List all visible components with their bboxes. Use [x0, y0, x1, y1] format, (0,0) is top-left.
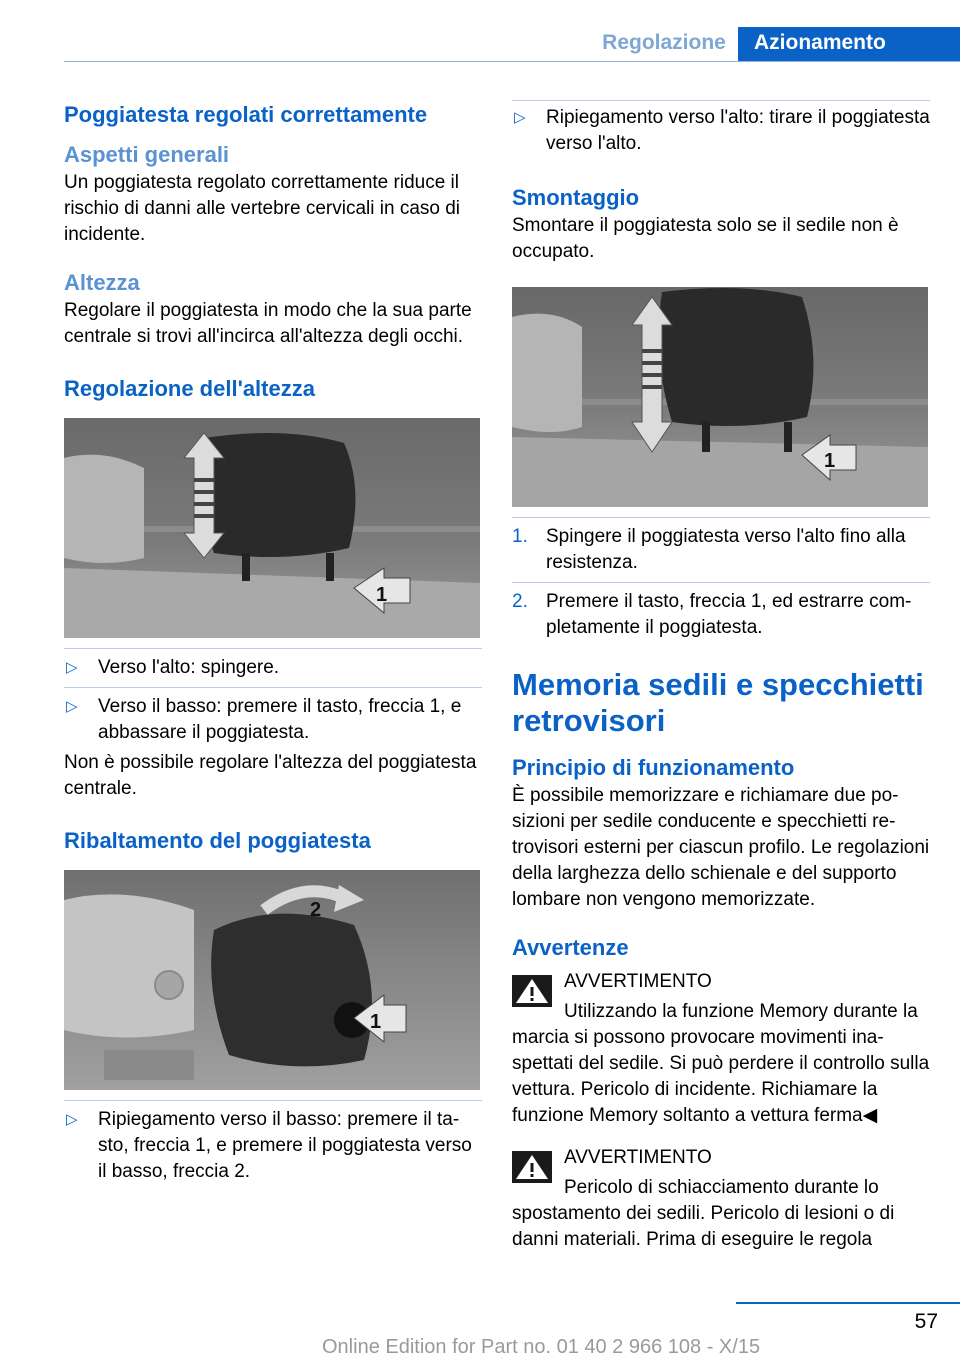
figure-label-2: 2 [310, 899, 322, 921]
triangle-bullet-icon: ▷ [514, 109, 526, 126]
warning-title: AVVERTIMENTO [564, 971, 712, 992]
header-rule [64, 61, 960, 62]
heading-avvertenze: Avvertenze [512, 935, 629, 960]
heading-regolazione-altezza: Regolazione dell'altezza [64, 376, 315, 401]
warning-title: AVVERTIMENTO [564, 1147, 712, 1168]
headrest-height-image [64, 418, 480, 638]
triangle-bullet-icon: ▷ [66, 698, 78, 715]
figure-label-1: 1 [370, 1011, 382, 1033]
warning-block [512, 1145, 930, 1175]
headrest-fold-image [64, 870, 480, 1090]
triangle-bullet-icon: ▷ [66, 659, 78, 676]
heading-altezza: Altezza [64, 270, 140, 295]
heading-memoria: Memoria sedili e specchietti retrovisori [512, 667, 924, 738]
figure-label-1: 1 [824, 450, 836, 472]
headrest-removal-illustration [512, 287, 928, 507]
paragraph-principio: È possibile memorizzare e richiamare due posizioni per sedile conducente e specchietti retrovisori esterni per ciascun profilo. Le regolazioni della larghezza dello schienale e del supporto lombare non vengono memorizzate. [512, 785, 930, 910]
right-column [512, 100, 930, 1253]
edition-text: Online Edition for Part no. 01 40 2 966 108 - X/15 [322, 1336, 761, 1358]
warning-icon [512, 975, 552, 1007]
heading-principio: Principio di funzionamento [512, 755, 795, 780]
heading-poggiatesta: Poggiatesta regolati correttamente [64, 102, 428, 127]
paragraph-generali: Un poggiatesta regolato correttamente riduce il rischio di danni alle vertebre cervicali in caso di incidente. [64, 172, 461, 245]
heading-aspetti-generali: Aspetti generali [64, 142, 230, 167]
list-item: ▷ Ripiegamento verso il basso: premere il tasto, freccia 1, e premere il poggiatesta verso il basso, freccia 2. [66, 1109, 472, 1182]
tab-regolazione[interactable]: Regolazione [602, 31, 726, 54]
paragraph-altezza: Regolare il poggiatesta in modo che la sua parte centrale si trovi all'incirca all'altezza degli occhi. [64, 300, 472, 347]
tab-azionamento[interactable]: Azionamento [738, 27, 960, 61]
list-item: ▷ Ripiegamento verso l'alto: tirare il poggiatesta verso l'alto. [514, 107, 930, 154]
paragraph-smontaggio: Smontare il poggiatesta solo se il sedile non è occupato. [512, 215, 899, 262]
figure-label-1: 1 [376, 584, 388, 606]
warning-text: Utilizzando la funzione Memory durante la marcia si possono provocare movimenti inaspettati del sedile. Si può perdere il controllo sulla vettura. Pericolo di incidente. Richiamare la funzione Memory soltanto a vettura ferma◀ [512, 1001, 930, 1126]
paragraph-centrale: Non è possibile regolare l'altezza del poggiatesta centrale. [64, 752, 477, 799]
warning-icon [512, 1151, 552, 1183]
headrest-height-illustration [64, 418, 480, 638]
list-item: 2. Premere il tasto, freccia 1, ed estrarre completamente il poggiatesta. [512, 591, 912, 638]
warning-block [512, 969, 930, 999]
headrest-removal-image [512, 287, 928, 507]
list-item: ▷ Verso il basso: premere il tasto, freccia 1, e abbassare il poggiatesta. [66, 696, 462, 743]
list-item: 1. Spingere il poggiatesta verso l'alto fino alla resistenza. [512, 526, 906, 573]
warning-text: Pericolo di schiacciamento durante lo spostamento dei sedili. Pericolo di lesioni o di danni materiali. Prima di eseguire le regola [512, 1177, 895, 1250]
heading-smontaggio: Smontaggio [512, 185, 640, 210]
headrest-fold-illustration [64, 870, 480, 1090]
list-item: ▷ Verso l'alto: spingere. [64, 655, 482, 681]
triangle-bullet-icon: ▷ [66, 1111, 78, 1128]
page-number: 57 [914, 1310, 938, 1333]
footer-rule [736, 1302, 960, 1304]
heading-ribaltamento: Ribaltamento del poggiatesta [64, 828, 371, 853]
left-column [64, 100, 482, 1185]
